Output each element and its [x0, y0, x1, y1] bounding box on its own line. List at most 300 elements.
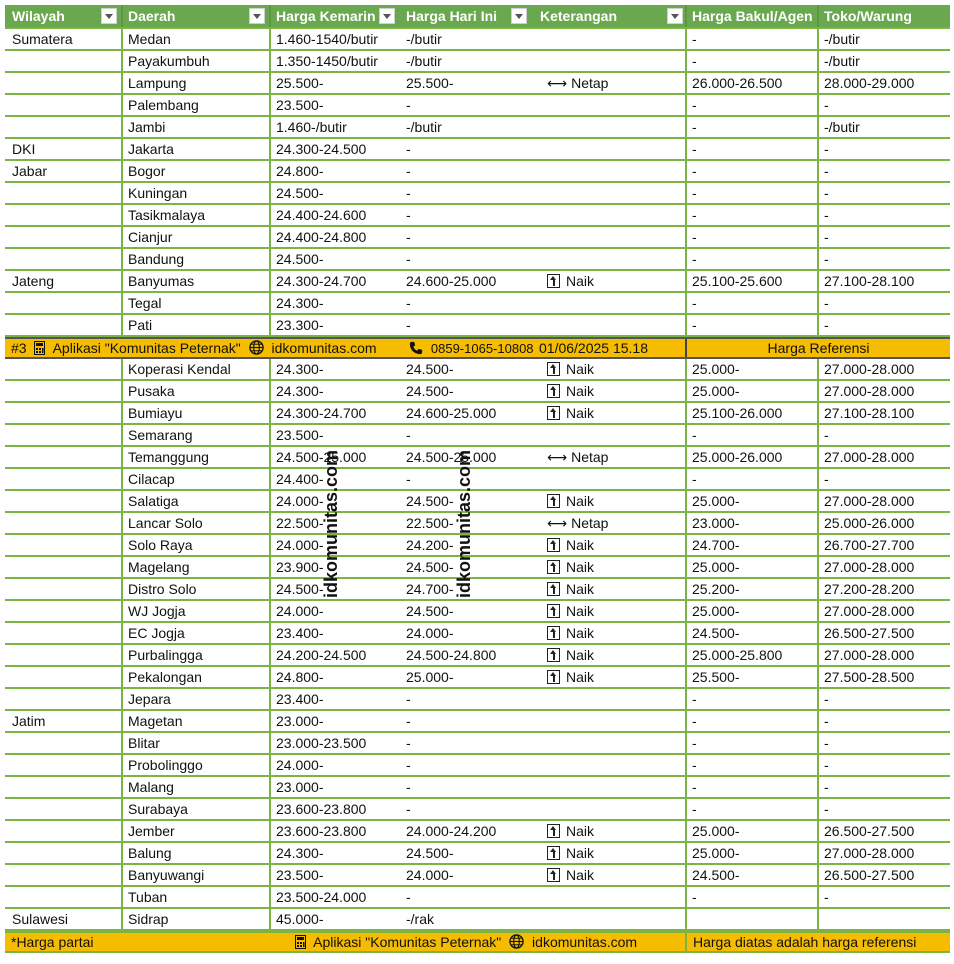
cell-harga-kemarin: 24.800- [276, 669, 324, 685]
header-harga-kemarin: Harga Kemarin [276, 8, 376, 24]
cell-harga-hari-ini: 24.600-25.000 [406, 405, 497, 421]
cell-harga-hari-ini: - [406, 735, 411, 751]
cell-wilayah [7, 579, 121, 599]
cell-keterangan [535, 51, 685, 71]
cell-harga-bakul: 25.000- [692, 603, 740, 619]
cell-harga-kemarin: 24.000- [276, 757, 324, 773]
cell-wilayah [7, 205, 121, 225]
cell-harga-kemarin: 24.300- [276, 383, 324, 399]
cell-harga-kemarin: 23.500- [276, 97, 324, 113]
table-row [5, 271, 950, 293]
up-arrow-icon [547, 538, 560, 552]
table-row [5, 645, 950, 667]
cell-toko-warung: - [824, 427, 829, 443]
cell-wilayah [7, 535, 121, 555]
price-table [5, 5, 950, 953]
filter-dropdown-icon[interactable] [101, 8, 117, 24]
footer-app-name: Aplikasi "Komunitas Peternak" [313, 934, 502, 950]
cell-harga-bakul: - [692, 801, 697, 817]
cell-wilayah [7, 95, 121, 115]
cell-harga-bakul: - [692, 229, 697, 245]
cell-harga-hari-ini: 24.500- [406, 493, 454, 509]
cell-toko-warung: - [824, 317, 829, 333]
cell-harga-kemarin: 24.800- [276, 163, 324, 179]
cell-toko-warung: - [824, 185, 829, 201]
cell-keterangan [535, 381, 685, 401]
filter-dropdown-icon[interactable] [511, 8, 527, 24]
cell-wilayah: Jabar [12, 163, 48, 179]
up-arrow-icon [547, 626, 560, 640]
phone-icon [409, 341, 423, 355]
up-arrow-icon [547, 670, 560, 684]
cell-harga-kemarin: 23.400- [276, 691, 324, 707]
table-row [5, 227, 950, 249]
cell-keterangan [535, 95, 685, 115]
cell-keterangan [535, 579, 685, 599]
cell-harga-hari-ini: - [406, 317, 411, 333]
cell-wilayah: Sulawesi [12, 911, 69, 927]
cell-wilayah [7, 513, 121, 533]
cell-wilayah [7, 359, 121, 379]
up-arrow-icon [547, 406, 560, 420]
cell-harga-kemarin: 24.300-24.700 [276, 405, 367, 421]
cell-wilayah [7, 425, 121, 445]
cell-wilayah [7, 73, 121, 93]
cell-harga-hari-ini: 24.000- [406, 625, 454, 641]
table-row [5, 403, 950, 425]
cell-toko-warung: - [824, 801, 829, 817]
filter-dropdown-icon[interactable] [667, 8, 683, 24]
cell-daerah: Jakarta [128, 141, 174, 157]
cell-harga-kemarin: 23.500-24.000 [276, 889, 367, 905]
keterangan-label: Netap [571, 75, 609, 91]
table-row [5, 777, 950, 799]
cell-harga-kemarin: 24.200-24.500 [276, 647, 367, 663]
cell-harga-hari-ini: - [406, 779, 411, 795]
cell-keterangan [535, 601, 685, 621]
cell-daerah: Banyumas [128, 273, 195, 289]
cell-harga-bakul: 25.200- [692, 581, 740, 597]
cell-keterangan [535, 469, 685, 489]
header-wilayah: Wilayah [12, 8, 65, 24]
cell-keterangan [535, 667, 685, 687]
cell-daerah: Bumiayu [128, 405, 183, 421]
table-row [5, 535, 950, 557]
cell-toko-warung: - [824, 735, 829, 751]
cell-toko-warung: 27.000-28.000 [824, 603, 915, 619]
table-row [5, 161, 950, 183]
cell-toko-warung: 27.000-28.000 [824, 647, 915, 663]
cell-harga-hari-ini: 24.500-25.000 [406, 449, 497, 465]
cell-toko-warung: - [824, 691, 829, 707]
up-arrow-icon [547, 494, 560, 508]
cell-wilayah [7, 865, 121, 885]
cell-harga-bakul: - [692, 295, 697, 311]
up-arrow-icon [547, 362, 560, 376]
cell-toko-warung: 26.500-27.500 [824, 823, 915, 839]
up-arrow-icon [547, 384, 560, 398]
cell-toko-warung: - [824, 471, 829, 487]
cell-wilayah [7, 887, 121, 907]
cell-harga-hari-ini: 24.600-25.000 [406, 273, 497, 289]
up-arrow-icon [547, 560, 560, 574]
cell-harga-hari-ini: 24.700- [406, 581, 454, 597]
cell-harga-hari-ini: - [406, 229, 411, 245]
cell-wilayah [7, 51, 121, 71]
banner-datetime: 01/06/2025 15.18 [539, 340, 648, 356]
table-row [5, 447, 950, 469]
cell-harga-bakul: - [692, 427, 697, 443]
cell-harga-kemarin: 24.300-24.500 [276, 141, 367, 157]
cell-harga-kemarin: 24.300-24.700 [276, 273, 367, 289]
up-arrow-icon [547, 648, 560, 662]
cell-toko-warung: 27.500-28.500 [824, 669, 915, 685]
cell-harga-bakul: 25.000- [692, 383, 740, 399]
cell-harga-kemarin: 25.500- [276, 75, 324, 91]
cell-harga-hari-ini: 24.500- [406, 361, 454, 377]
banner-harga-referensi: Harga Referensi [767, 340, 870, 356]
table-row [5, 865, 950, 887]
cell-daerah: Semarang [128, 427, 193, 443]
cell-harga-bakul: 25.000- [692, 493, 740, 509]
cell-toko-warung: -/butir [824, 53, 860, 69]
cell-wilayah [7, 733, 121, 753]
cell-keterangan [535, 205, 685, 225]
cell-harga-kemarin: 45.000- [276, 911, 324, 927]
cell-keterangan [535, 425, 685, 445]
cell-harga-bakul: - [692, 691, 697, 707]
filter-dropdown-icon[interactable] [379, 8, 395, 24]
header-harga-hari-ini: Harga Hari Ini [406, 8, 498, 24]
table-row [5, 249, 950, 271]
cell-daerah: Tuban [128, 889, 168, 905]
table-row [5, 623, 950, 645]
cell-harga-hari-ini: 24.200- [406, 537, 454, 553]
cell-daerah: Pusaka [128, 383, 175, 399]
table-row [5, 293, 950, 315]
cell-daerah: Cilacap [128, 471, 175, 487]
cell-keterangan [535, 29, 685, 49]
cell-harga-kemarin: 23.500- [276, 867, 324, 883]
cell-harga-bakul: - [692, 779, 697, 795]
cell-harga-hari-ini: 24.500- [406, 603, 454, 619]
cell-harga-hari-ini: - [406, 757, 411, 773]
cell-harga-kemarin: 24.500- [276, 185, 324, 201]
cell-harga-hari-ini: - [406, 141, 411, 157]
globe-icon [249, 340, 264, 355]
cell-harga-kemarin: 23.000- [276, 779, 324, 795]
header-toko-warung: Toko/Warung [824, 8, 912, 24]
cell-harga-kemarin: 24.300- [276, 845, 324, 861]
cell-harga-bakul: - [692, 163, 697, 179]
cell-toko-warung: 27.200-28.200 [824, 581, 915, 597]
cell-harga-hari-ini: 24.500-24.800 [406, 647, 497, 663]
cell-harga-bakul: - [692, 97, 697, 113]
cell-keterangan [535, 777, 685, 797]
cell-harga-hari-ini: - [406, 185, 411, 201]
table-row [5, 51, 950, 73]
cell-keterangan [535, 491, 685, 511]
cell-harga-kemarin: 24.400-24.800 [276, 229, 367, 245]
cell-harga-hari-ini: - [406, 713, 411, 729]
cell-daerah: WJ Jogja [128, 603, 186, 619]
cell-harga-hari-ini: - [406, 801, 411, 817]
cell-daerah: Jepara [128, 691, 171, 707]
table-row [5, 755, 950, 777]
cell-keterangan [535, 293, 685, 313]
cell-harga-kemarin: 23.000-23.500 [276, 735, 367, 751]
table-row [5, 689, 950, 711]
cell-daerah: Kuningan [128, 185, 188, 201]
cell-harga-bakul: - [692, 317, 697, 333]
cell-harga-kemarin: 24.000- [276, 493, 324, 509]
cell-toko-warung: - [824, 757, 829, 773]
cell-harga-kemarin: 24.000- [276, 537, 324, 553]
cell-toko-warung: - [824, 713, 829, 729]
cell-harga-kemarin: 23.400- [276, 625, 324, 641]
banner-site: idkomunitas.com [271, 340, 377, 356]
table-row [5, 843, 950, 865]
cell-daerah: Palembang [128, 97, 199, 113]
table-row [5, 205, 950, 227]
cell-harga-hari-ini: - [406, 251, 411, 267]
cell-daerah: EC Jogja [128, 625, 185, 641]
cell-harga-hari-ini: 25.000- [406, 669, 454, 685]
cell-keterangan [535, 843, 685, 863]
cell-harga-kemarin: 23.000- [276, 713, 324, 729]
keterangan-label: Naik [566, 823, 595, 839]
cell-daerah: Tegal [128, 295, 162, 311]
cell-toko-warung: -/butir [824, 31, 860, 47]
keterangan-label: Naik [566, 581, 595, 597]
header-keterangan: Keterangan [540, 8, 618, 24]
cell-harga-hari-ini: -/rak [406, 911, 434, 927]
cell-wilayah [7, 755, 121, 775]
cell-wilayah [7, 183, 121, 203]
left-right-arrow-icon: ⟷ [547, 450, 568, 466]
cell-wilayah [7, 821, 121, 841]
cell-daerah: Purbalingga [128, 647, 203, 663]
cell-toko-warung: 27.000-28.000 [824, 845, 915, 861]
cell-keterangan [535, 535, 685, 555]
cell-daerah: Medan [128, 31, 171, 47]
cell-keterangan [535, 359, 685, 379]
cell-daerah: Banyuwangi [128, 867, 205, 883]
table-row [5, 733, 950, 755]
cell-toko-warung: 26.700-27.700 [824, 537, 915, 553]
cell-keterangan [535, 271, 685, 291]
cell-harga-bakul: - [692, 757, 697, 773]
cell-harga-hari-ini: -/butir [406, 119, 442, 135]
up-arrow-icon [547, 868, 560, 882]
cell-harga-bakul: 25.000- [692, 823, 740, 839]
cell-harga-kemarin: 24.400- [276, 471, 324, 487]
table-row [5, 95, 950, 117]
cell-wilayah [7, 315, 121, 335]
cell-harga-bakul: - [692, 31, 697, 47]
cell-keterangan [535, 711, 685, 731]
cell-harga-kemarin: 1.350-1450/butir [276, 53, 378, 69]
header-row [5, 5, 950, 29]
cell-daerah: Pekalongan [128, 669, 202, 685]
cell-daerah: Payakumbuh [128, 53, 210, 69]
cell-daerah: Bandung [128, 251, 185, 267]
calculator-icon [295, 935, 306, 949]
up-arrow-icon [547, 582, 560, 596]
cell-harga-bakul: - [692, 471, 697, 487]
cell-harga-kemarin: 1.460-1540/butir [276, 31, 378, 47]
cell-toko-warung: 27.000-28.000 [824, 361, 915, 377]
cell-daerah: Jambi [128, 119, 166, 135]
cell-daerah: Balung [128, 845, 172, 861]
cell-toko-warung: - [824, 889, 829, 905]
cell-harga-bakul: 25.000- [692, 361, 740, 377]
cell-daerah: Solo Raya [128, 537, 193, 553]
up-arrow-icon [547, 846, 560, 860]
cell-keterangan [535, 755, 685, 775]
footer-row [5, 931, 950, 953]
cell-daerah: Magelang [128, 559, 190, 575]
cell-wilayah [7, 799, 121, 819]
cell-harga-kemarin: 23.900- [276, 559, 324, 575]
header-harga-bakul: Harga Bakul/Agen [692, 8, 813, 24]
cell-harga-bakul: 25.100-26.000 [692, 405, 783, 421]
table-row [5, 711, 950, 733]
filter-dropdown-icon[interactable] [249, 8, 265, 24]
keterangan-label: Naik [566, 845, 595, 861]
cell-keterangan [535, 513, 685, 533]
cell-wilayah [7, 645, 121, 665]
cell-toko-warung: 25.000-26.000 [824, 515, 915, 531]
keterangan-label: Naik [566, 647, 595, 663]
cell-harga-bakul: 25.000-25.800 [692, 647, 783, 663]
cell-harga-kemarin: 1.460-/butir [276, 119, 347, 135]
cell-daerah: Surabaya [128, 801, 188, 817]
cell-keterangan [535, 799, 685, 819]
cell-wilayah [7, 293, 121, 313]
info-banner [5, 337, 950, 359]
table-row [5, 117, 950, 139]
cell-keterangan [535, 557, 685, 577]
cell-keterangan [535, 139, 685, 159]
cell-wilayah [7, 381, 121, 401]
cell-harga-hari-ini: - [406, 163, 411, 179]
cell-harga-kemarin: 23.500- [276, 427, 324, 443]
cell-daerah: Temanggung [128, 449, 209, 465]
footer-ref-note: Harga diatas adalah harga referensi [693, 934, 917, 950]
cell-toko-warung: 27.000-28.000 [824, 383, 915, 399]
cell-harga-bakul: - [692, 141, 697, 157]
cell-harga-hari-ini: 24.000- [406, 867, 454, 883]
cell-toko-warung: - [824, 163, 829, 179]
table-row [5, 315, 950, 337]
cell-wilayah [7, 469, 121, 489]
cell-harga-hari-ini: - [406, 427, 411, 443]
banner-number: #3 [11, 340, 27, 356]
cell-wilayah [7, 227, 121, 247]
cell-toko-warung: - [824, 779, 829, 795]
cell-harga-bakul: 25.000- [692, 559, 740, 575]
cell-harga-hari-ini: - [406, 295, 411, 311]
cell-wilayah: DKI [12, 141, 36, 157]
table-row [5, 601, 950, 623]
table-row [5, 557, 950, 579]
cell-harga-bakul: 26.000-26.500 [692, 75, 783, 91]
cell-harga-bakul [687, 909, 817, 929]
cell-harga-hari-ini: - [406, 889, 411, 905]
cell-harga-bakul: - [692, 53, 697, 69]
cell-harga-kemarin: 23.600-23.800 [276, 823, 367, 839]
cell-toko-warung: - [824, 229, 829, 245]
cell-harga-bakul: 24.500- [692, 867, 740, 883]
footer-note: *Harga partai [11, 934, 94, 950]
cell-harga-bakul: - [692, 251, 697, 267]
cell-wilayah [7, 843, 121, 863]
cell-daerah: Distro Solo [128, 581, 197, 597]
cell-daerah: Koperasi Kendal [128, 361, 231, 377]
cell-toko-warung: 26.500-27.500 [824, 867, 915, 883]
cell-keterangan [535, 73, 685, 93]
banner-phone: 0859-1065-10808 [430, 341, 534, 356]
cell-harga-hari-ini: 24.000-24.200 [406, 823, 497, 839]
cell-harga-bakul: 23.000- [692, 515, 740, 531]
left-right-arrow-icon: ⟷ [547, 516, 568, 532]
cell-wilayah [7, 777, 121, 797]
globe-icon [509, 934, 524, 949]
table-row [5, 73, 950, 95]
cell-toko-warung: 27.000-28.000 [824, 559, 915, 575]
cell-daerah: Tasikmalaya [128, 207, 206, 223]
cell-keterangan [535, 447, 685, 467]
cell-keterangan [535, 623, 685, 643]
cell-keterangan [535, 645, 685, 665]
cell-harga-bakul: 25.000- [692, 845, 740, 861]
cell-toko-warung: - [824, 295, 829, 311]
cell-wilayah: Sumatera [12, 31, 73, 47]
keterangan-label: Naik [566, 383, 595, 399]
table-row [5, 139, 950, 161]
footer-site: idkomunitas.com [532, 934, 638, 950]
cell-toko-warung: 27.000-28.000 [824, 493, 915, 509]
cell-wilayah [7, 557, 121, 577]
cell-toko-warung: 27.100-28.100 [824, 273, 915, 289]
keterangan-label: Naik [566, 625, 595, 641]
cell-harga-bakul: - [692, 119, 697, 135]
cell-wilayah [7, 601, 121, 621]
cell-harga-kemarin: 24.000- [276, 603, 324, 619]
cell-daerah: Magetan [128, 713, 183, 729]
cell-daerah: Blitar [128, 735, 160, 751]
keterangan-label: Naik [566, 867, 595, 883]
cell-wilayah [7, 403, 121, 423]
left-right-arrow-icon: ⟷ [547, 76, 568, 92]
table-row [5, 513, 950, 535]
table-row [5, 821, 950, 843]
cell-daerah: Pati [128, 317, 153, 333]
table-row [5, 381, 950, 403]
banner-app-name: Aplikasi "Komunitas Peternak" [52, 340, 241, 356]
cell-keterangan [535, 161, 685, 181]
cell-harga-hari-ini: - [406, 471, 411, 487]
cell-daerah: Cianjur [128, 229, 173, 245]
cell-harga-hari-ini: 24.500- [406, 559, 454, 575]
cell-daerah: Sidrap [128, 911, 169, 927]
cell-wilayah [7, 667, 121, 687]
table-row [5, 579, 950, 601]
cell-toko-warung: 27.100-28.100 [824, 405, 915, 421]
cell-harga-bakul: - [692, 207, 697, 223]
table-row [5, 799, 950, 821]
